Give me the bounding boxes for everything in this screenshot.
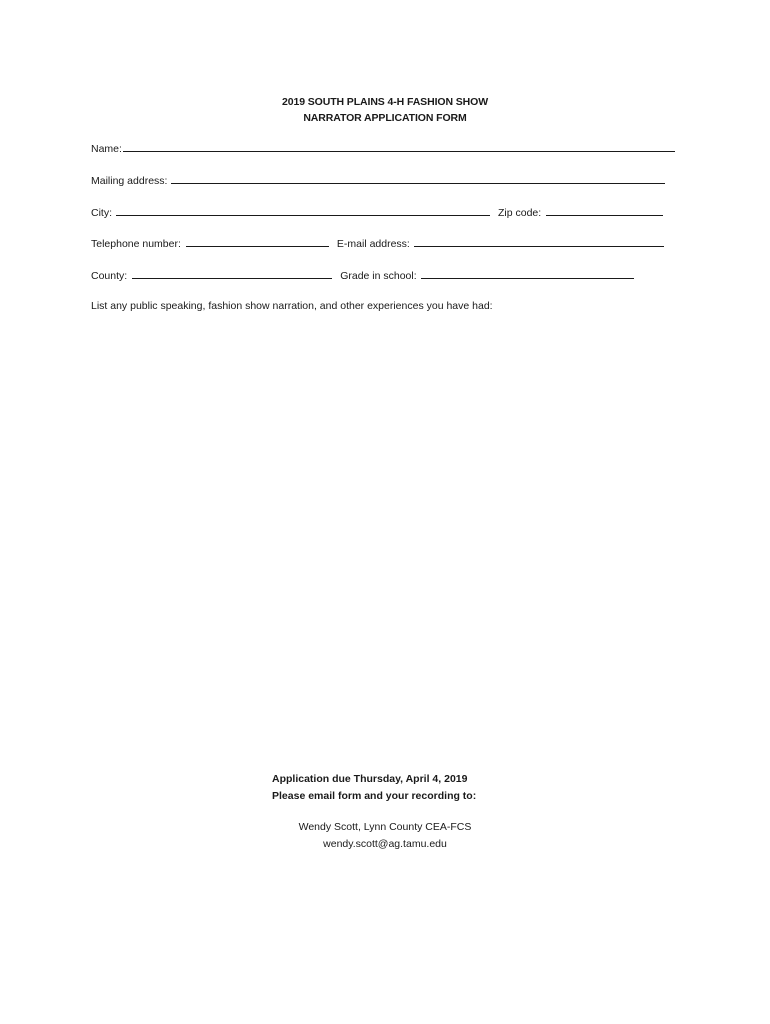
name-field[interactable] bbox=[123, 142, 675, 152]
telephone-label: Telephone number: bbox=[91, 238, 181, 250]
contact-email[interactable]: wendy.scott@ag.tamu.edu bbox=[323, 838, 447, 850]
due-date-note: Application due Thursday, April 4, 2019 bbox=[272, 773, 468, 785]
experience-prompt: List any public speaking, fashion show narration, and other experiences you have had: bbox=[91, 300, 493, 312]
mailing-address-label: Mailing address: bbox=[91, 175, 168, 187]
zip-code-label: Zip code: bbox=[498, 207, 542, 219]
phone-email-row bbox=[91, 237, 664, 250]
form-title-line1: 2019 SOUTH PLAINS 4-H FASHION SHOW bbox=[281, 96, 489, 108]
city-field[interactable] bbox=[116, 206, 490, 216]
submission-instruction: Please email form and your recording to: bbox=[272, 790, 477, 802]
city-zip-row bbox=[91, 206, 663, 219]
city-label: City: bbox=[91, 207, 112, 219]
contact-name: Wendy Scott, Lynn County CEA-FCS bbox=[298, 821, 472, 833]
email-field[interactable] bbox=[414, 237, 664, 247]
name-row bbox=[91, 142, 675, 155]
county-field[interactable] bbox=[132, 269, 332, 279]
telephone-field[interactable] bbox=[186, 237, 329, 247]
mailing-address-row bbox=[91, 174, 665, 187]
grade-label: Grade in school: bbox=[340, 270, 417, 282]
email-label: E-mail address: bbox=[336, 238, 410, 250]
grade-field[interactable] bbox=[421, 269, 634, 279]
form-title-line2: NARRATOR APPLICATION FORM bbox=[303, 112, 467, 124]
name-label: Name: bbox=[91, 143, 122, 155]
experience-row bbox=[91, 300, 493, 312]
mailing-address-field[interactable] bbox=[171, 174, 665, 184]
county-label: County: bbox=[91, 270, 128, 282]
county-grade-row bbox=[91, 269, 634, 282]
zip-code-field[interactable] bbox=[546, 206, 663, 216]
